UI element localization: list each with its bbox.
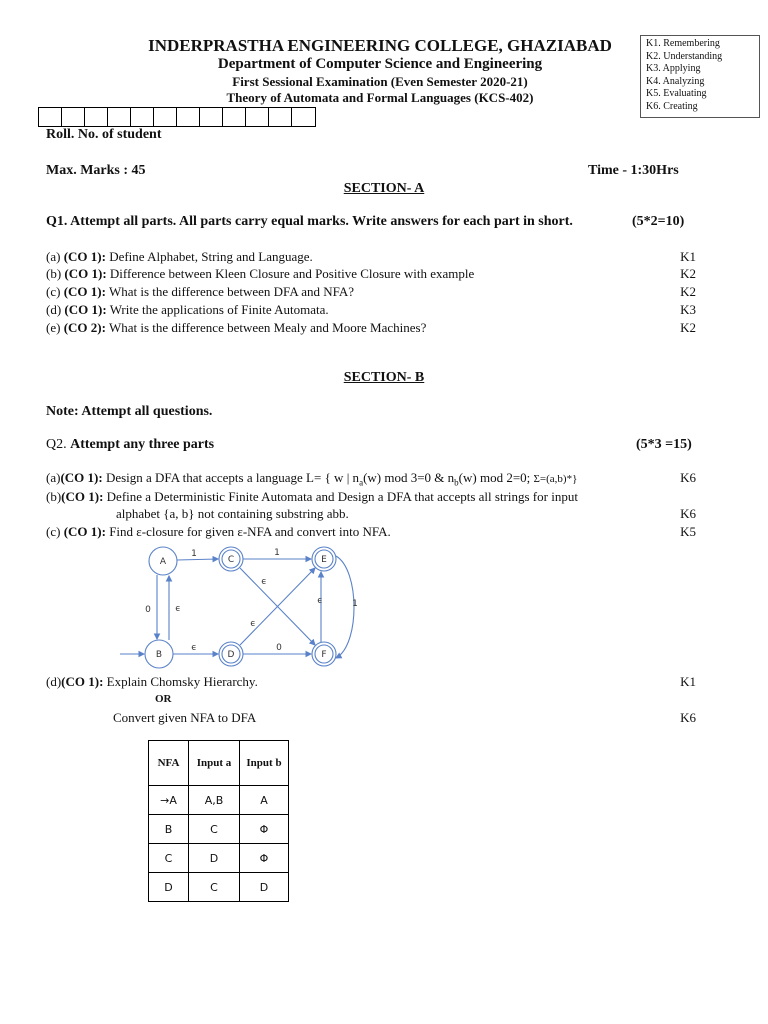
q-label: (b) xyxy=(46,489,62,504)
section-a-marks: (5*2=10) xyxy=(632,214,685,229)
state-label: E xyxy=(321,555,327,565)
table-cell: Φ xyxy=(240,815,289,844)
table-header: NFA xyxy=(149,741,189,786)
table-row xyxy=(149,815,289,844)
edge-label: 1 xyxy=(191,549,197,559)
roll-digit-box xyxy=(131,108,154,126)
q-co: (CO 1): xyxy=(63,249,106,264)
state-label: D xyxy=(227,650,235,660)
section-b-note: Note: Attempt all questions. xyxy=(46,404,213,419)
q-label: (d) xyxy=(46,674,62,689)
table-header-row xyxy=(149,741,289,786)
table-header: Input b xyxy=(240,741,289,786)
k-level: K4. Analyzing xyxy=(646,75,705,87)
q-label: (a) xyxy=(46,470,61,485)
edge-label: ϵ xyxy=(175,604,181,614)
q-level: K6 xyxy=(680,710,696,725)
time-allowed: Time - 1:30Hrs xyxy=(588,163,679,178)
state-label: B xyxy=(155,650,163,660)
table-cell: C xyxy=(149,844,189,873)
table-cell: B xyxy=(149,815,189,844)
question-b-alt xyxy=(46,710,696,726)
question-b-b xyxy=(46,489,696,505)
roll-digit-box xyxy=(62,108,85,126)
q-co: (CO 1): xyxy=(61,674,104,689)
q-text: Define Alphabet, String and Language. xyxy=(109,249,313,264)
k-level: K6. Creating xyxy=(646,100,698,112)
question-a3 xyxy=(46,284,696,300)
q-level: K6 xyxy=(680,470,696,485)
q-text: Define a Deterministic Finite Automata and Design a DFA that accepts all strings for input xyxy=(106,489,578,504)
q-text: Find ε-closure for given ε-NFA and convert into NFA. xyxy=(109,524,391,539)
q-level: K1 xyxy=(680,249,696,264)
table-cell: D xyxy=(149,873,189,902)
k-levels-box xyxy=(640,35,760,118)
q-co: (CO 1): xyxy=(60,470,103,485)
q-text: alphabet {a, b} not containing substring abb. xyxy=(116,506,349,521)
question-a1 xyxy=(46,249,696,265)
table-cell: D xyxy=(240,873,289,902)
question-b-c xyxy=(46,524,696,540)
edge-label: ϵ xyxy=(317,596,323,606)
state-label: A xyxy=(159,557,167,567)
edge-label: ϵ xyxy=(250,619,256,629)
max-marks: Max. Marks : 45 xyxy=(46,163,146,178)
edge-label: 0 xyxy=(276,643,282,653)
roll-digit-box xyxy=(269,108,292,126)
table-cell: D xyxy=(189,844,240,873)
q-text: (w) mod 3=0 & n xyxy=(363,470,455,485)
q2-instruction: Attempt any three parts xyxy=(70,437,215,452)
roll-label: Roll. No. of student xyxy=(46,127,162,142)
q-level: K6 xyxy=(680,506,696,521)
q-text: Write the applications of Finite Automata. xyxy=(109,302,329,317)
q-co: (CO 1): xyxy=(63,524,106,539)
roll-digit-box xyxy=(200,108,223,126)
table-row xyxy=(149,844,289,873)
roll-digit-box xyxy=(154,108,177,126)
edge-label: 0 xyxy=(145,605,151,615)
q-text: Difference between Kleen Closure and Positive Closure with example xyxy=(109,266,475,281)
q-text: Convert given NFA to DFA xyxy=(113,710,257,725)
epsilon-nfa-diagram xyxy=(110,540,370,675)
q-text: Explain Chomsky Hierarchy. xyxy=(106,674,258,689)
question-b-b-cont xyxy=(46,506,696,522)
section-a-title: SECTION- A xyxy=(343,181,425,196)
q2-label: Q2. xyxy=(46,437,67,452)
q-co: (CO 1): xyxy=(61,489,104,504)
college-name: INDERPRASTHA ENGINEERING COLLEGE, GHAZIABAD xyxy=(148,36,612,55)
q-level: K3 xyxy=(680,302,696,317)
q-level: K1 xyxy=(680,674,696,689)
roll-digit-box xyxy=(177,108,200,126)
k-level: K3. Applying xyxy=(646,63,701,75)
table-cell: A,B xyxy=(189,786,240,815)
exam-title: First Sessional Examination (Even Semester 2020-21) xyxy=(232,74,528,89)
question-b-d xyxy=(46,674,696,690)
k-level: K1. Remembering xyxy=(646,38,720,49)
q-level: K2 xyxy=(680,320,696,335)
edge-label: 1 xyxy=(274,548,280,558)
table-row xyxy=(149,873,289,902)
q-text: What is the difference between Mealy and Moore Machines? xyxy=(108,320,427,335)
q-level: K2 xyxy=(680,284,696,299)
question-a5 xyxy=(46,320,696,336)
q-level: K5 xyxy=(680,524,696,539)
table-cell: C xyxy=(189,873,240,902)
question-a4 xyxy=(46,302,696,318)
q-text: Design a DFA that accepts a language L= { w | n xyxy=(105,470,360,485)
section-b-title: SECTION- B xyxy=(343,370,425,385)
q-label: (c) xyxy=(46,284,61,299)
question-b-a xyxy=(46,470,696,488)
table-cell: →A xyxy=(149,786,189,815)
roll-digit-box xyxy=(108,108,131,126)
section-a-instruction: Q1. Attempt all parts. All parts carry equal marks. Write answers for each part in short. xyxy=(46,214,573,229)
roll-digit-box xyxy=(223,108,246,126)
q-text: (w) mod 2=0; xyxy=(458,470,534,485)
edge-label: ϵ xyxy=(261,577,267,587)
state-label: F xyxy=(321,650,327,660)
roll-digit-box xyxy=(246,108,269,126)
q-co: (CO 1): xyxy=(64,302,107,317)
q-label: (b) xyxy=(46,266,62,281)
q-subscript: b xyxy=(454,477,459,488)
table-row xyxy=(149,786,289,815)
q-text: Σ=(a,b)*} xyxy=(533,473,578,485)
department-name: Department of Computer Science and Engineering xyxy=(217,56,543,72)
edge-label: ϵ xyxy=(191,643,197,653)
q-label: (a) xyxy=(46,249,61,264)
q-co: (CO 1): xyxy=(63,284,106,299)
q-level: K2 xyxy=(680,266,696,281)
k-level: K2. Understanding xyxy=(646,50,723,62)
q-text: What is the difference between DFA and NFA? xyxy=(108,284,355,299)
subject-title: Theory of Automata and Formal Languages (KCS-402) xyxy=(226,90,534,105)
question-a2 xyxy=(46,266,696,282)
section-b-marks: (5*3 =15) xyxy=(636,437,692,452)
roll-digit-box xyxy=(292,108,315,126)
table-cell: Φ xyxy=(240,844,289,873)
nfa-transition-table xyxy=(148,740,289,902)
q-label: (c) xyxy=(46,524,61,539)
edge-label: 1 xyxy=(352,599,358,609)
roll-digit-box xyxy=(39,108,62,126)
q-co: (CO 2): xyxy=(63,320,106,335)
table-cell: C xyxy=(189,815,240,844)
q-subscript: a xyxy=(359,477,364,488)
q2-heading xyxy=(46,437,214,453)
roll-digit-box xyxy=(85,108,108,126)
table-cell: A xyxy=(240,786,289,815)
state-label: C xyxy=(227,555,235,565)
table-header: Input a xyxy=(189,741,240,786)
q-label: (d) xyxy=(46,302,62,317)
q-label: (e) xyxy=(46,320,61,335)
or-label: OR xyxy=(155,693,172,705)
roll-number-boxes xyxy=(38,107,316,127)
k-level: K5. Evaluating xyxy=(646,88,707,100)
q-co: (CO 1): xyxy=(64,266,107,281)
